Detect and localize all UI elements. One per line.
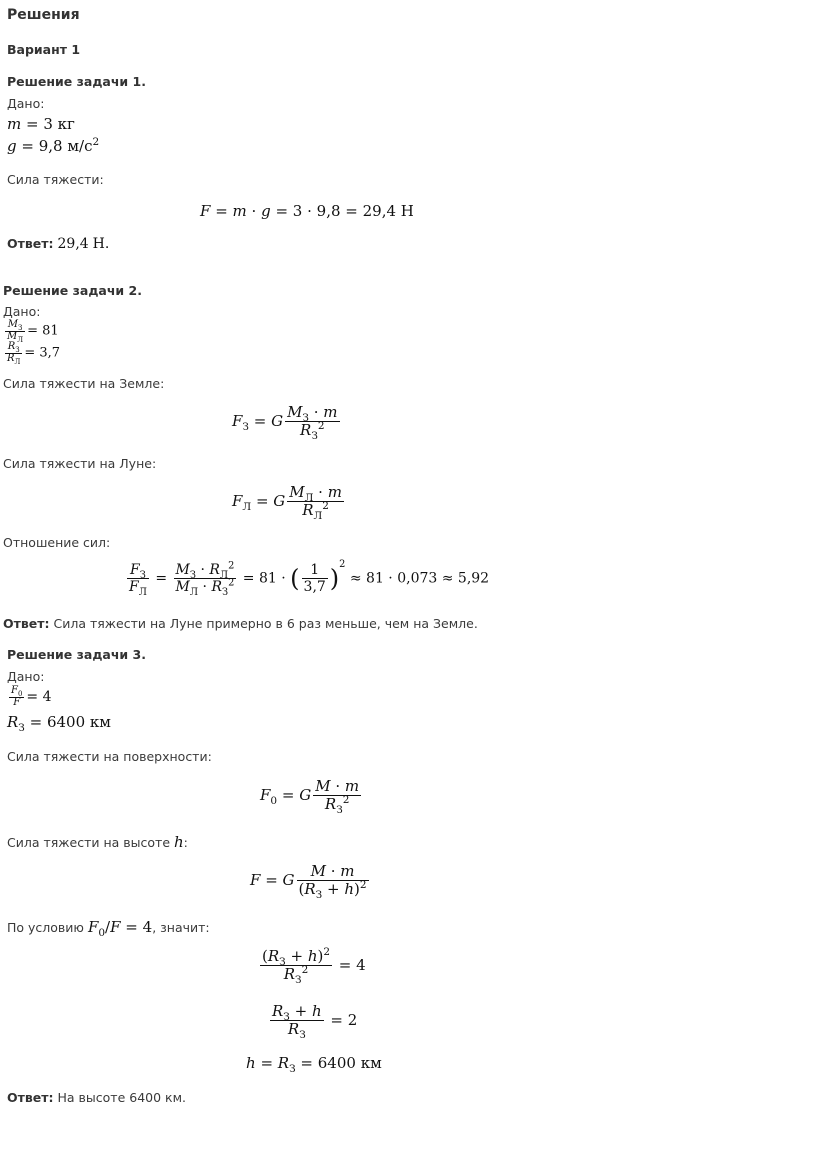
task3-heading: Решение задачи 3.: [7, 647, 146, 662]
task2-earth-formula: $F_З = G$ $\frac{M_З \cdot m}{R_З^2}$: [232, 403, 338, 443]
task1-answer-label: Ответ:: [7, 236, 54, 251]
task3-eq1-value: 4: [356, 955, 366, 974]
task3-answer: [7, 1090, 186, 1105]
task3-height-label-prefix: Сила тяжести на высоте: [7, 835, 171, 850]
task2-ratio-den: 3,7: [303, 579, 326, 596]
task1-g-unit: м/с: [67, 137, 93, 155]
task2-moon-formula: $F_Л = G$ $\frac{M_Л \cdot m}{R_Л^2}$: [232, 483, 342, 523]
task2-ratio-one: 1: [302, 562, 328, 579]
task1-force-label: Сила тяжести:: [7, 172, 104, 187]
task3-result: $h = R_З = 6400$ км: [246, 1054, 382, 1075]
task2-answer-text: Сила тяжести на Луне примерно в 6 раз меньше, чем на Земле.: [53, 616, 478, 631]
task2-ratio-result: ≈ 81 · 0,073 ≈ 5,92: [349, 570, 490, 587]
task2-given-label: Дано:: [3, 304, 41, 319]
task3-given-label: Дано:: [7, 669, 45, 684]
task1-mass-value: 3: [43, 115, 53, 133]
task2-radius-ratio: 3,7: [39, 345, 61, 361]
task1-answer-unit: Н.: [92, 236, 110, 252]
task3-radius-value: 6400: [46, 713, 86, 731]
page-title: Решения: [7, 7, 80, 23]
task1-given-g: g = 9,8 $м/с^2$: [7, 136, 100, 155]
task3-surface-label: Сила тяжести на поверхности:: [7, 749, 212, 764]
task1-mass-unit: кг: [57, 115, 75, 133]
task3-given-force-ratio: $\frac{F_0}{F}$ = 4: [11, 685, 52, 708]
task3-eq1: $\frac{(R_З + h)^2}{R_З^2}$ = 4: [262, 946, 366, 987]
task3-radius-unit: км: [89, 713, 111, 731]
task3-force-ratio: 4: [42, 689, 52, 705]
task2-ratio-label: Отношение сил:: [3, 535, 111, 550]
task3-answer-label: Ответ:: [7, 1090, 54, 1105]
task1-answer: [7, 236, 109, 252]
task2-mass-ratio: 81: [42, 323, 59, 339]
task2-ratio-coef: 81: [258, 570, 277, 587]
task1-given-label: Дано:: [7, 96, 45, 111]
task3-result-value: 6400: [317, 1054, 356, 1072]
task3-height-formula: F = G $\frac{M \cdot m}{(R_З + h)^2}$: [250, 862, 367, 902]
task3-answer-text: На высоте 6400 км.: [57, 1090, 186, 1105]
variant-heading: Вариант 1: [7, 42, 81, 57]
task3-eq2-value: 2: [347, 1010, 358, 1029]
task3-surface-formula: $F_0 = G$ $\frac{M \cdot m}{R_З^2}$: [260, 777, 360, 817]
task1-g-value: 9,8: [38, 137, 63, 155]
task3-condition-suffix: , значит:: [152, 920, 210, 935]
task2-moon-label: Сила тяжести на Луне:: [3, 456, 157, 471]
task2-given-mass-ratio: $\frac{M_З}{M_Л}$ = 81: [7, 319, 59, 344]
task2-answer-label: Ответ:: [3, 616, 50, 631]
task2-earth-label: Сила тяжести на Земле:: [3, 376, 165, 391]
task1-force-unit: Н: [400, 202, 414, 220]
task1-answer-value: 29,4: [57, 236, 89, 252]
task1-heading: Решение задачи 1.: [7, 74, 146, 89]
task2-given-radius-ratio: $\frac{R_З}{R_Л}$ = 3,7: [7, 341, 61, 366]
task3-eq2: $\frac{R_З + h}{R_З}$ = 2: [272, 1002, 358, 1042]
task1-force-rhs: 3 · 9,8 = 29,4: [292, 202, 397, 220]
task3-given-radius: $R_З = 6400$ км: [7, 713, 111, 734]
task1-given-mass: m = 3 кг: [7, 115, 75, 133]
task3-condition-value: 4: [142, 918, 153, 936]
task3-result-unit: км: [360, 1054, 382, 1072]
task2-answer: [3, 616, 478, 631]
task3-condition: По условию $F_0/F = 4$, значит:: [7, 918, 210, 939]
task3-height-label: Сила тяжести на высоте h:: [7, 833, 188, 851]
task1-force-formula: F = m · g = 3 · 9,8 = 29,4 Н: [200, 202, 414, 220]
task2-heading: Решение задачи 2.: [3, 283, 142, 298]
task3-condition-prefix: По условию: [7, 920, 84, 935]
task2-ratio-formula: $\frac{F_З}{F_Л}$ = $\frac{M_З \cdot R_Л^2}{M_Л \cdot R_З^2}$ = 81 · ( $\frac{1}{3,7}$ )$^2$ ≈ 81 · 0,073 ≈ 5,92: [129, 558, 490, 598]
